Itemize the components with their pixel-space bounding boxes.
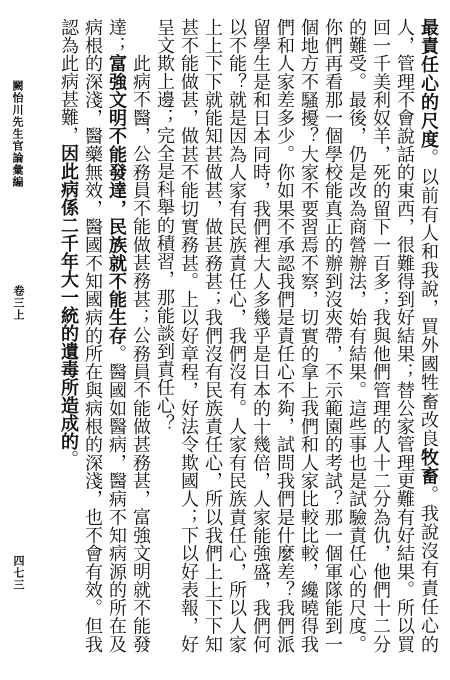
text-segment: 此病不醫，公務員不能做甚務甚；公務員不能做甚務甚，富強文明就不能發達； <box>106 18 151 653</box>
page-number: 四七三 <box>12 555 25 591</box>
body-text <box>40 18 440 653</box>
text-segment: 。以前有人和我說，買外國牲畜改良 <box>418 148 439 449</box>
text-segment-bold: 因此病係二千年大一統的遺毒所造成的 <box>58 144 79 450</box>
text-segment: 。我說沒有責任心的人，管理不會說話的東西，很難得到好結果；替公家管理更難有好結果。所以買回一千美利奴羊，死的留下一百多；我與他們管理的人十二分為仇，他們十二分的難受。最後，仍是改為商營辦法，始有結果。這些事也是試驗責任心的尺度。你們再看那一個學校能真正的辦到沒夾帶，不示範園的考試？那一個軍隊能到一個地方不騷擾？大家不要習焉不察，切實的拿上我們和人家比較比較，纔曉得我們和人家差多少。你如果不承認我們是責任心不夠，試問我們是什麼差？我們派留學生是和日本同時，我們裡大人多幾乎是日本的十幾倍，人家能強盛，我們何以不能？就是因為人家有民族責任心，我們沒有。人家有民族責任心，所以人家上上下下就能知甚做甚，做甚務甚；我們沒有民族責任心，所以我們上上下下知甚不能做甚，做甚不能切實務甚。上以好章程，好法令欺國人；下以好表報，好呈文欺上邊；完全是科舉的積習，那能談到責任心？ <box>154 18 439 653</box>
volume-tag: 卷三上 <box>12 285 25 321</box>
paragraph-1 <box>152 18 440 653</box>
text-segment-bold: 最責任心的尺度 <box>418 18 439 149</box>
paragraph-2 <box>56 18 152 653</box>
text-segment-bold: 牧畜 <box>418 448 439 486</box>
running-head: 闕怡川先生官論彙編 <box>11 80 24 188</box>
text-segment: 。醫國如醫病，醫病不知病源的所在及病根的深淺，醫藥無效，醫國不知國病的所在與病根的深淺，也不會有效。但我認為此病甚難， <box>58 18 127 653</box>
text-segment-bold: 富強文明不能發達，民族就不能生存 <box>106 54 127 345</box>
text-segment: 。 <box>58 450 79 468</box>
